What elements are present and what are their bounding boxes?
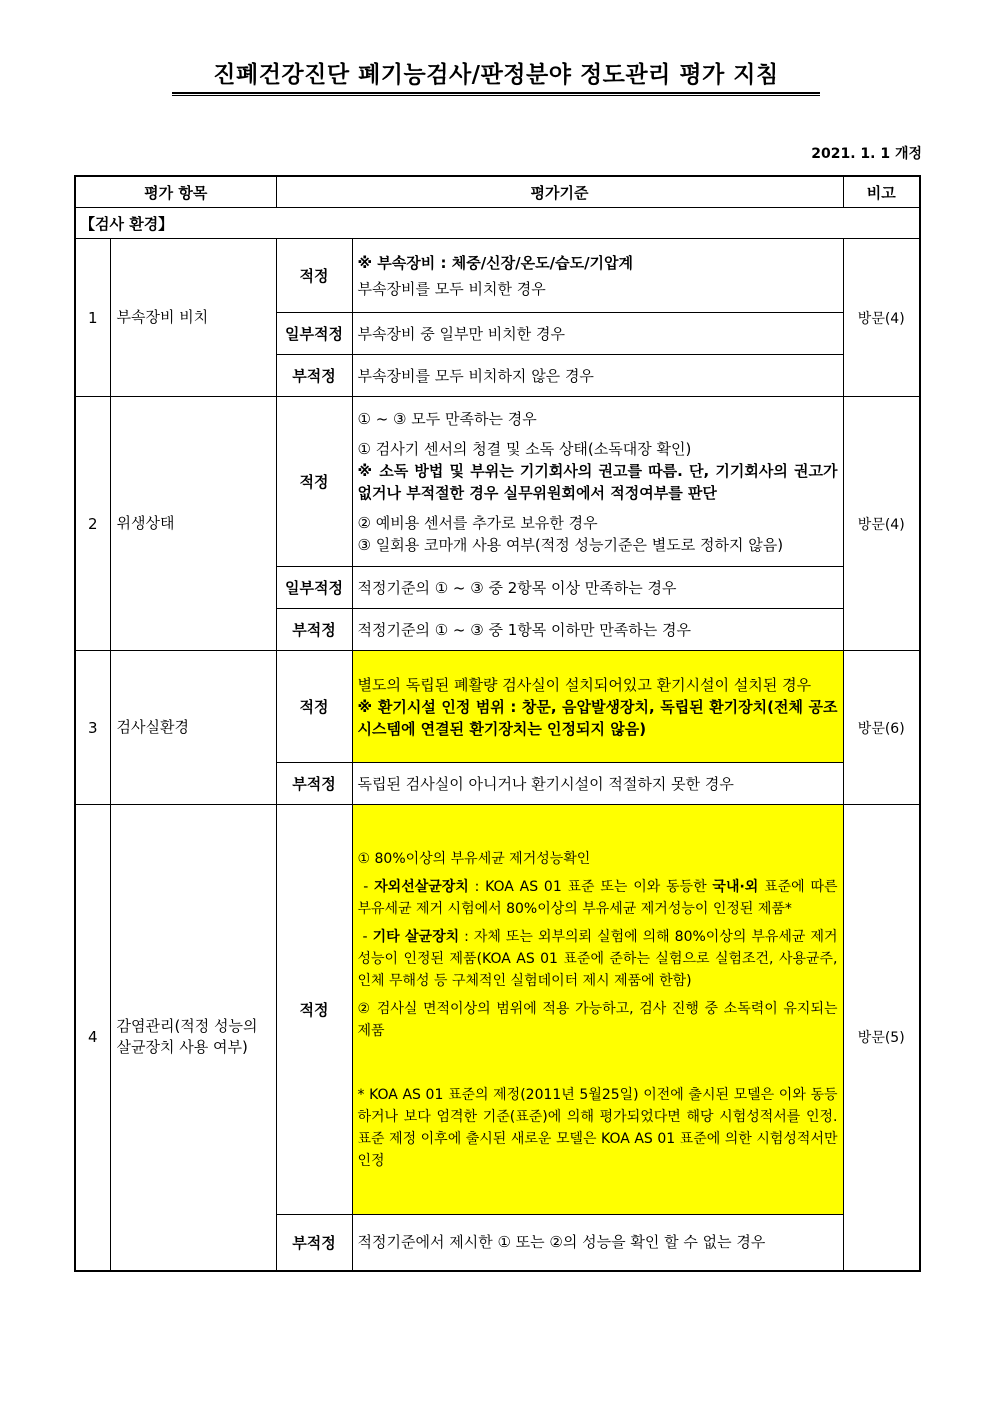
- criteria-cell-highlighted: [352, 651, 843, 763]
- note-cell: 방문(4): [843, 239, 920, 397]
- criteria-line: 부속장비를 모두 비치한 경우: [357, 279, 546, 298]
- grade-label: 부적정: [276, 763, 352, 805]
- item-label: 검사실환경: [110, 651, 276, 805]
- criteria-line: 적정기준에서 제시한 ① 또는 ②의 성능을 확인 할 수 없는 경우: [352, 1215, 843, 1271]
- criteria-text: : 자체 또는 외부의뢰 실험에 의해 80%이상의 부유세균 제거성능이 인정된 제품(KOA AS 01 표준에 준하는 실험으로 실험조건, 사용균주, 인체 무해성 등 구체적인 실험데이터 제시 제품에 한함): [357, 928, 838, 989]
- grade-label: 부적정: [276, 355, 352, 397]
- criteria-line: ※ 부속장비 : 체중/신장/온도/습도/기압계: [357, 253, 634, 272]
- header-note: 비고: [843, 176, 920, 208]
- criteria-paragraph: - 자외선살균장치 : KOA AS 01 표준 또는 이와 동등한 국내·외 표준에 따른 부유세균 제거 시험에서 80%이상의 부유세균 제거성능이 인정된 제품*: [357, 878, 838, 917]
- criteria-line: * KOA AS 01 표준의 제정(2011년 5월25일) 이전에 출시된 모델은 이와 동등하거나 보다 엄격한 기준(표준)에 의해 평가되었다면 해당 시험성적서를 인정. 표준 제정 이후에 출시된 새로운 모델은 KOA AS 01 표준에 의한 시험성적서만 인정: [357, 1086, 838, 1169]
- item-label: 부속장비 비치: [110, 239, 276, 397]
- criteria-line: ① ~ ③ 모두 만족하는 경우: [357, 409, 537, 428]
- grade-label: 일부적정: [276, 567, 352, 609]
- criteria-term: 자외선살균장치: [374, 878, 469, 895]
- criteria-line: ② 검사실 면적이상의 범위에 적용 가능하고, 검사 진행 중 소독력이 유지되는 제품: [357, 1000, 838, 1039]
- criteria-line: 적정기준의 ① ~ ③ 중 1항목 이하만 만족하는 경우: [352, 609, 843, 651]
- grade-label: 적정: [276, 397, 352, 567]
- criteria-line: ③ 일회용 코마개 사용 여부(적정 성능기준은 별도로 정하지 않음): [357, 535, 784, 554]
- note-cell: 방문(4): [843, 397, 920, 651]
- criteria-line: ① 80%이상의 부유세균 제거성능확인: [357, 850, 591, 867]
- criteria-line: ※ 소독 방법 및 부위는 기기회사의 권고를 따름. 단, 기기회사의 권고가 없거나 부적절한 경우 실무위원회에서 적정여부를 판단: [357, 461, 838, 502]
- grade-label: 적정: [276, 651, 352, 763]
- criteria-term: 국내·외: [712, 878, 759, 895]
- criteria-term: 기타 살균장치: [372, 928, 460, 945]
- header-item: 평가 항목: [75, 176, 276, 208]
- criteria-line: 부속장비를 모두 비치하지 않은 경우: [352, 355, 843, 397]
- criteria-line: ② 예비용 센서를 추가로 보유한 경우: [357, 513, 598, 532]
- header-row: [75, 176, 920, 208]
- page-title: 진폐건강진단 폐기능검사/판정분야 정도관리 평가 지침: [213, 62, 779, 88]
- grade-label: 적정: [276, 805, 352, 1215]
- title-underline-thin: [172, 95, 820, 96]
- criteria-line: ※ 환기시설 인정 범위 : 창문, 음압발생장치, 독립된 환기장치(전체 공조시스템에 연결된 환기장치는 인정되지 않음): [357, 697, 838, 738]
- grade-label: 부적정: [276, 609, 352, 651]
- revision-date: 2021. 1. 1 개정: [811, 146, 922, 162]
- row-number: 4: [75, 805, 110, 1271]
- criteria-line: 별도의 독립된 폐활량 검사실이 설치되어있고 환기시설이 설치된 경우: [357, 675, 812, 694]
- grade-label: 일부적정: [276, 313, 352, 355]
- evaluation-table: [74, 175, 921, 1272]
- note-cell: 방문(5): [843, 805, 920, 1271]
- criteria-line: 적정기준의 ① ~ ③ 중 2항목 이상 만족하는 경우: [352, 567, 843, 609]
- criteria-cell: [352, 239, 843, 313]
- criteria-line: ① 검사기 센서의 청결 및 소독 상태(소독대장 확인): [357, 439, 692, 458]
- criteria-cell: [352, 397, 843, 567]
- header-criteria: 평가기준: [276, 176, 843, 208]
- criteria-text: : KOA AS 01 표준 또는 이와 동등한: [474, 878, 707, 895]
- row-number: 3: [75, 651, 110, 805]
- criteria-text: 표준에 따른 부유세균 제거 시험에서 80%이상의 부유세균 제거성능이 인정된 제품*: [357, 878, 838, 917]
- criteria-cell-highlighted: [352, 805, 843, 1215]
- item-label: 위생상태: [110, 397, 276, 651]
- row-number: 1: [75, 239, 110, 397]
- item-label: 감염관리(적정 성능의 살균장치 사용 여부): [110, 805, 276, 1271]
- section-title: 【검사 환경】: [75, 208, 920, 239]
- criteria-line: 독립된 검사실이 아니거나 환기시설이 적절하지 못한 경우: [352, 763, 843, 805]
- criteria-paragraph: - 기타 살균장치 : 자체 또는 외부의뢰 실험에 의해 80%이상의 부유세균 제거성능이 인정된 제품(KOA AS 01 표준에 준하는 실험으로 실험조건, 사용균주, 인체 무해성 등 구체적인 실험데이터 제시 제품에 한함): [357, 928, 838, 989]
- row-number: 2: [75, 397, 110, 651]
- note-cell: 방문(6): [843, 651, 920, 805]
- grade-label: 적정: [276, 239, 352, 313]
- title-underline: [172, 92, 820, 94]
- criteria-line: 부속장비 중 일부만 비치한 경우: [352, 313, 843, 355]
- grade-label: 부적정: [276, 1215, 352, 1271]
